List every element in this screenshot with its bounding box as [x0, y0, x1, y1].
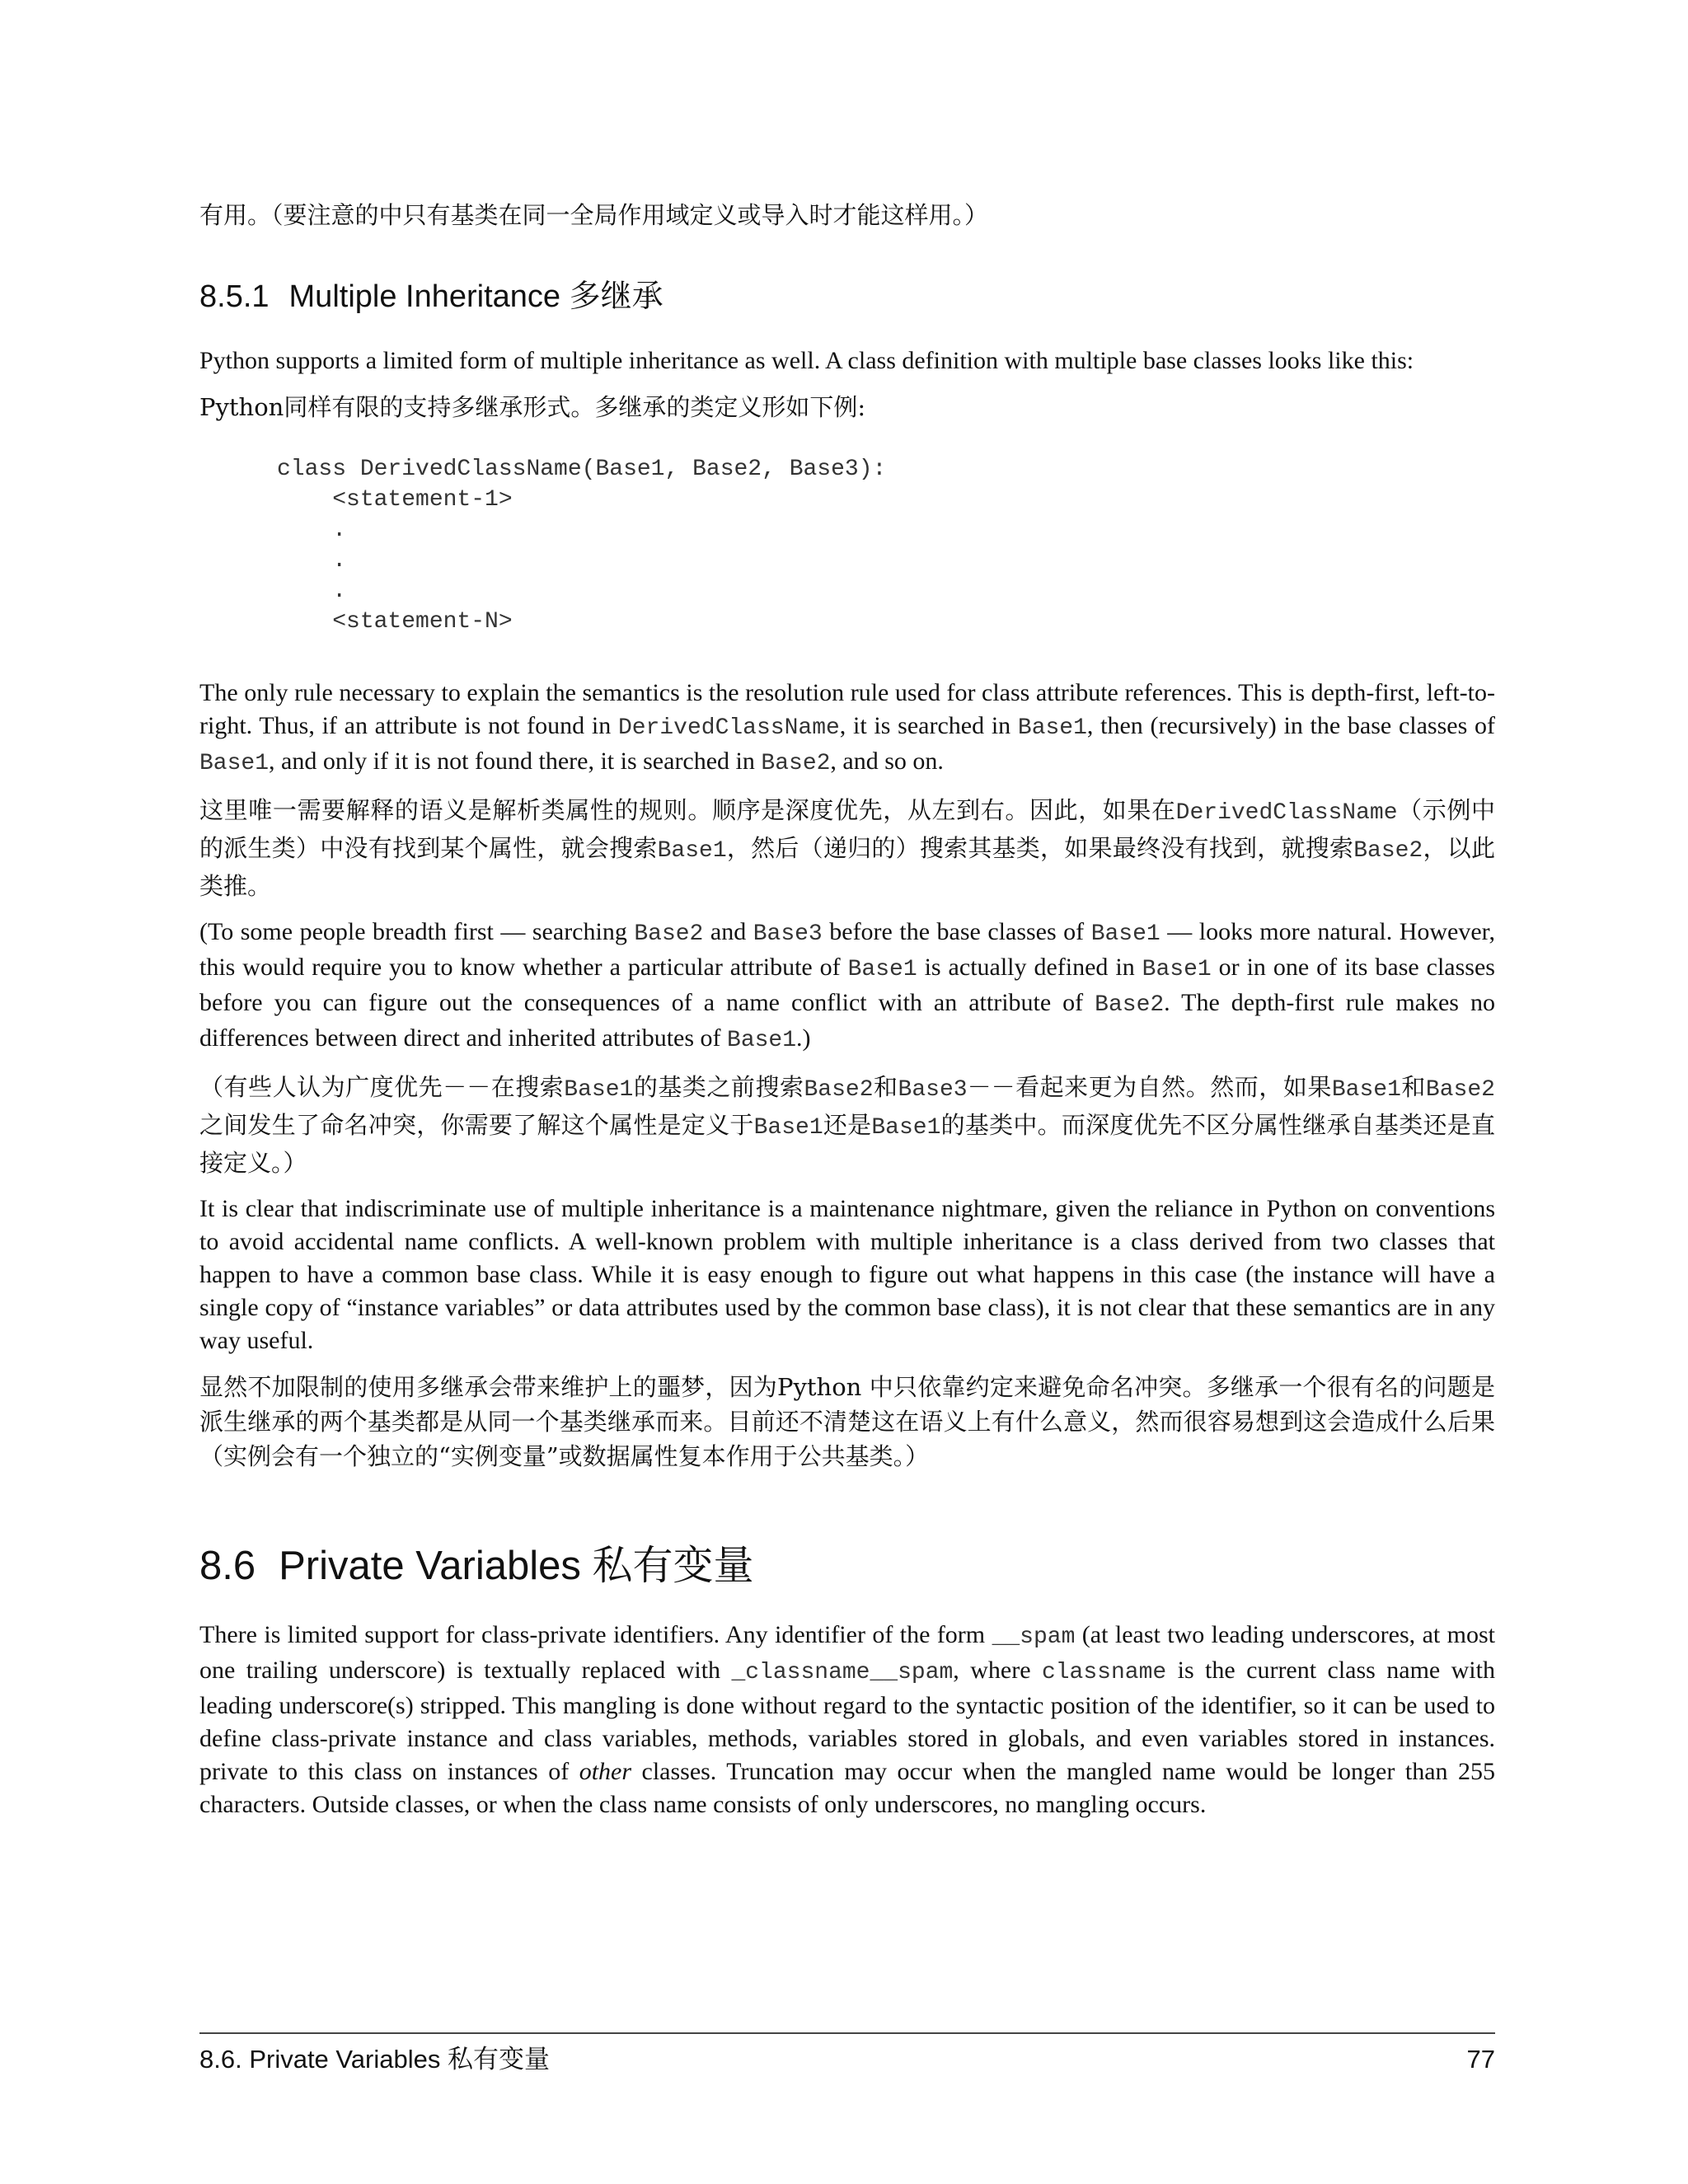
text-run: , where	[953, 1657, 1042, 1684]
text-run: , then (recursively) in the base classes of	[1086, 712, 1495, 739]
text-run: （示例中的派生类）中没有找到某个属性，就会搜索	[199, 796, 1495, 862]
inline-code: Base1	[199, 751, 270, 776]
paragraph-multiple-inheritance-intro: Python supports a limited form of multiple inheritance as well. A class definition with multiple base classes looks like this:	[199, 347, 1414, 374]
page-content	[199, 198, 1495, 1834]
text-run: and	[703, 918, 753, 945]
inline-code: Base2	[1353, 838, 1423, 864]
text-run: 之间发生了命名冲突，你需要了解这个属性是定义于	[199, 1111, 754, 1139]
inline-code: Base1	[847, 957, 917, 982]
text-run: before the base classes of	[822, 918, 1091, 945]
inline-code: _classname__spam	[731, 1660, 954, 1685]
text-run: ，然后（递归的）搜索其基类，如果最终没有找到，就搜索	[726, 834, 1354, 862]
section-heading-8-6	[199, 1543, 1495, 1589]
text-run: , and only if it is not found there, it is searched in	[269, 748, 762, 775]
inline-code: Base1	[871, 1115, 941, 1141]
text-run: (To some people breadth first — searching	[199, 918, 635, 945]
inline-code: Base1	[1017, 715, 1087, 741]
paragraph-resolution-rule-cn	[199, 793, 1495, 903]
text-run: 的基类之前搜索	[633, 1073, 804, 1101]
text-run: 和	[873, 1073, 898, 1101]
inline-code: Base2	[1095, 992, 1165, 1018]
inline-code: Base1	[1142, 957, 1212, 982]
paragraph-maintenance-nightmare-cn: 显然不加限制的使用多继承会带来维护上的噩梦，因为Python 中只依靠约定来避免命名冲突。多继承一个很有名的问题是派生继承的两个基类都是从同一个基类继承而来。目前还不清楚这在语义上有什么意义，然而很容易想到这会造成什么后果（实例会有一个独立的“实例变量”或数据属性复本作用于公共基类。）	[199, 1373, 1495, 1470]
text-run: 这里唯一需要解释的语义是解析类属性的规则。顺序是深度优先，从左到右。因此，如果在	[199, 796, 1176, 824]
inline-code: Base1	[727, 1028, 797, 1053]
section-title: Multiple Inheritance 多继承	[288, 279, 663, 314]
text-run: , it is searched in	[839, 712, 1018, 739]
inline-code: Base1	[753, 1115, 823, 1141]
text-run: The only rule necessary to explain the semantics is the resolution rule used for class attribute references. This is depth-first, left-to-right. Thus, if an attribute is not found in	[199, 679, 1495, 739]
paragraph-resolution-rule	[199, 677, 1495, 780]
inline-code: Base1	[1331, 1077, 1401, 1103]
paragraph-breadth-first	[199, 916, 1495, 1057]
inline-code: Base1	[564, 1077, 634, 1103]
emphasis-text: other	[579, 1758, 632, 1785]
inline-code: Base3	[898, 1077, 968, 1103]
inline-code: Base1	[1090, 921, 1160, 947]
text-run: or in one of its base classes before you can figure out the consequences of a name conflict with an attribute of	[199, 954, 1495, 1016]
footer-section-title: 8.6. Private Variables 私有变量	[199, 2045, 550, 2074]
text-run: (at least two leading underscores, at most one trailing underscore) is textually replaced with	[199, 1621, 1495, 1684]
paragraph-maintenance-nightmare: It is clear that indiscriminate use of multiple inheritance is a maintenance nightmare, given the reliance in Python on conventions to avoid accidental name conflicts. A well-known problem with multiple inheritance is a class derived from two classes that happen to have a common base class. While it is easy enough to figure out what happens in this case (the instance will have a single copy of “instance variables” or data attributes used by the common base class), it is not clear that these semantics are in any way useful.	[199, 1195, 1495, 1354]
text-run: There is limited support for class-private identifiers. Any identifier of the form	[199, 1621, 992, 1648]
text-run: 的基类中。而深度优先不区分属性继承自基类还是直接定义。）	[199, 1111, 1495, 1177]
text-run: . The depth-first rule makes no differences between direct and inherited attributes of	[199, 989, 1495, 1052]
inline-code: classname	[1041, 1660, 1167, 1685]
paragraph-breadth-first-cn	[199, 1070, 1495, 1180]
intro-paragraph-cn: 有用。（要注意的中只有基类在同一全局作用域定义或导入时才能这样用。）	[199, 201, 989, 229]
inline-code: Base2	[634, 921, 704, 947]
section-heading-8-5-1	[199, 279, 1495, 315]
inline-code: Base1	[657, 838, 727, 864]
text-run: ，以此类推。	[199, 834, 1495, 900]
text-run: 和	[1400, 1073, 1426, 1101]
inline-code: Base2	[1425, 1077, 1495, 1103]
text-run: （有些人认为广度优先－－在搜索	[199, 1073, 565, 1101]
text-run: , and so on.	[830, 748, 944, 775]
inline-code: DerivedClassName	[617, 715, 840, 741]
page-footer	[199, 2032, 1495, 2075]
paragraph-multiple-inheritance-intro-cn: Python同样有限的支持多继承形式。多继承的类定义形如下例:	[199, 393, 866, 421]
inline-code: DerivedClassName	[1175, 800, 1398, 826]
section-number: 8.6	[199, 1544, 256, 1588]
inline-code: Base3	[753, 921, 823, 947]
text-run: is actually defined in	[917, 954, 1142, 981]
text-run: is the current class name with leading underscore(s) stripped. This mangling is done without regard to the syntactic position of the identifier, so it can be used to define class-private instance and class variables, methods, variables stored in globals, and even variables stored in instances. private to this class on instances of	[199, 1657, 1495, 1785]
paragraph-private-variables	[199, 1619, 1495, 1821]
code-block-derived-class: class DerivedClassName(Base1, Base2, Base3): <statement-1> . . . <statement-N>	[277, 457, 887, 635]
text-run: .)	[796, 1024, 811, 1052]
text-run: classes. Truncation may occur when the mangled name would be longer than 255 characters. Outside classes, or when the class name consists of only underscores, no mangling occurs.	[199, 1758, 1495, 1818]
section-title: Private Variables 私有变量	[279, 1544, 754, 1588]
footer-page-number: 77	[1466, 2045, 1495, 2074]
inline-code: Base2	[804, 1077, 874, 1103]
text-run: －－看起来更为自然。然而，如果	[967, 1073, 1332, 1101]
text-run: — looks more natural. However, this would require you to know whether a particular attribute of	[199, 918, 1495, 981]
inline-code: Base2	[761, 751, 831, 776]
section-number: 8.5.1	[199, 279, 270, 314]
text-run: 还是	[823, 1111, 872, 1139]
inline-code: __spam	[992, 1624, 1076, 1650]
